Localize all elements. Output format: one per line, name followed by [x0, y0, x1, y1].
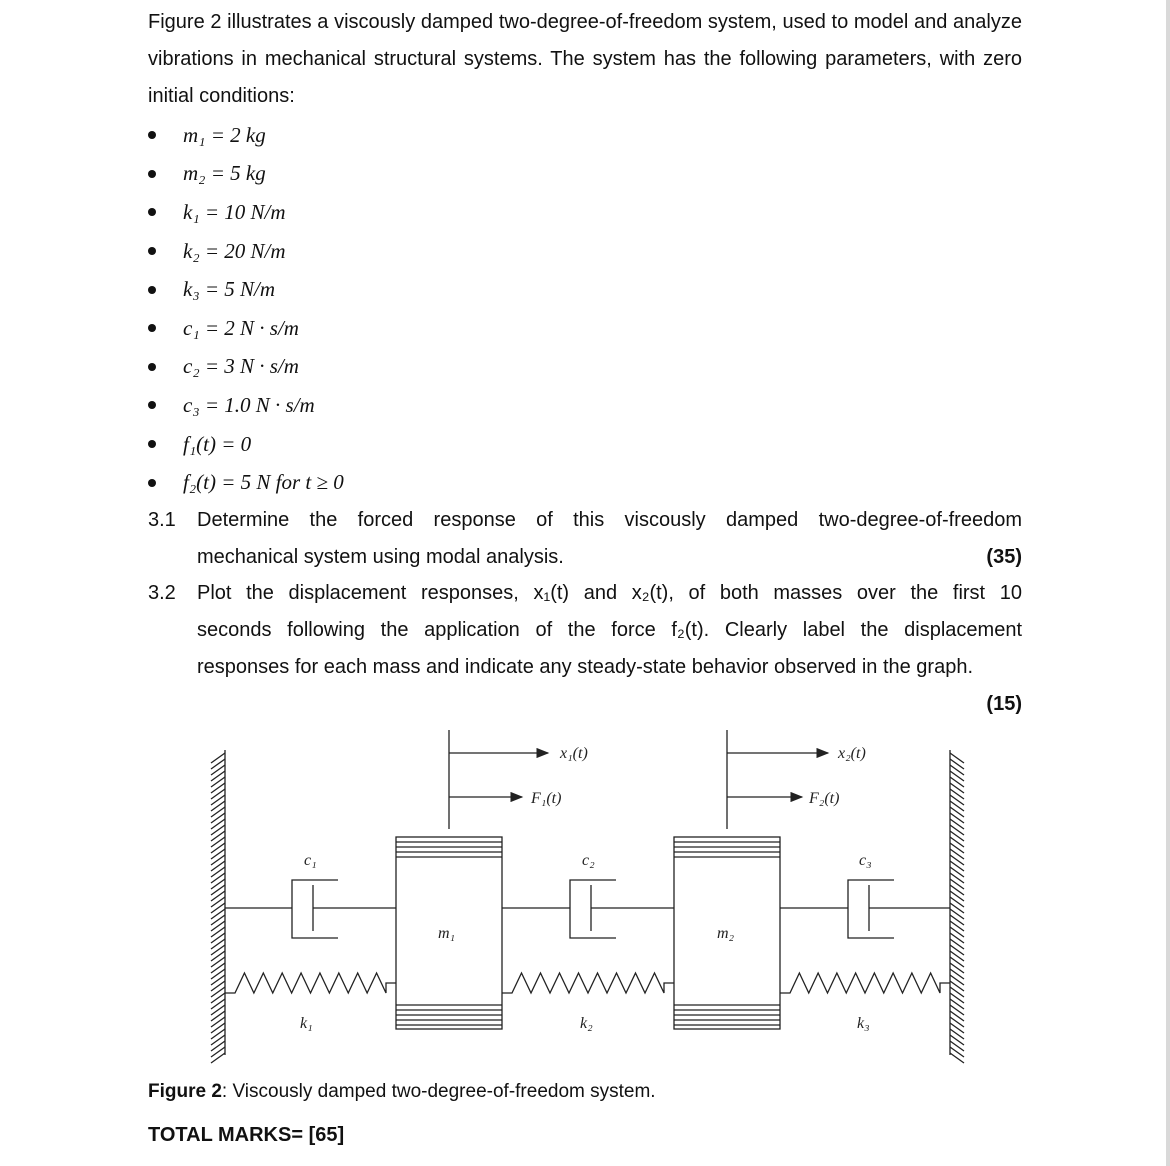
question-3-1 [148, 502, 1022, 576]
bullet-icon [148, 363, 156, 371]
bullet-icon [148, 324, 156, 332]
label-m2: m₂ [717, 925, 735, 942]
question-marks: (15) [986, 693, 1022, 715]
question-number: 3.2 [148, 582, 176, 604]
spring-k3 [780, 973, 950, 993]
parameter-item [148, 348, 344, 387]
question-3-2 [148, 575, 1022, 715]
label-k3: k₃ [857, 1015, 870, 1032]
parameter-list [148, 116, 344, 502]
parameter-m2: m₂ = 5 kg [183, 161, 266, 186]
parameter-f2: f₂(t) = 5 N for t ≥ 0 [183, 470, 344, 495]
label-k2: k₂ [580, 1015, 593, 1032]
parameter-item [148, 386, 344, 425]
bullet-icon [148, 401, 156, 409]
question-marks: (35) [986, 546, 1022, 568]
caption-text: : Viscously damped two-degree-of-freedom system. [221, 1081, 656, 1102]
parameter-item [148, 193, 344, 232]
intro-paragraph: Figure 2 illustrates a viscously damped two-degree-of-freedom system, used to model and analyze vibrations in mechanical structural systems. The system has the following parameters, with zero initial conditions: [148, 11, 1022, 107]
parameter-item [148, 425, 344, 464]
bullet-icon [148, 247, 156, 255]
label-x1: x₁(t) [560, 745, 588, 762]
parameter-m1: m₁ = 2 kg [183, 122, 266, 147]
bullet-icon [148, 479, 156, 487]
parameter-item [148, 270, 344, 309]
parameter-c3: c₃ = 1.0 N · s/m [183, 392, 315, 417]
bullet-icon [148, 286, 156, 294]
question-text-line: mechanical system using modal analysis. [197, 546, 564, 568]
spring-k1 [225, 973, 396, 993]
bullet-icon [148, 208, 156, 216]
parameter-k2: k₂ = 20 N/m [183, 238, 286, 263]
parameter-k1: k₁ = 10 N/m [183, 199, 286, 224]
spring-k2 [502, 973, 674, 993]
question-text-line: Plot the displacement responses, x₁(t) and x₂(t), of both masses over the first 10 [197, 582, 1022, 604]
page-edge [1166, 0, 1170, 1166]
parameter-item [148, 155, 344, 194]
right-wall-hatch [950, 753, 964, 1063]
label-c3: c₃ [859, 852, 872, 869]
damper-c2 [502, 880, 674, 938]
parameter-item [148, 232, 344, 271]
damper-c1 [225, 880, 396, 938]
total-marks: TOTAL MARKS= [65] [148, 1124, 345, 1146]
bullet-icon [148, 440, 156, 448]
parameter-c2: c₂ = 3 N · s/m [183, 354, 299, 379]
label-x2: x₂(t) [838, 745, 866, 762]
parameter-f1: f₁(t) = 0 [183, 431, 252, 456]
parameter-item [148, 309, 344, 348]
two-dof-system-diagram [190, 725, 980, 1065]
label-F2: F₂(t) [809, 790, 840, 807]
bullet-icon [148, 131, 156, 139]
question-number: 3.1 [148, 509, 176, 531]
label-c1: c₁ [304, 852, 317, 869]
parameter-k3: k₃ = 5 N/m [183, 277, 276, 302]
question-text-line: responses for each mass and indicate any steady-state behavior observed in the graph. [197, 656, 974, 678]
parameter-item [148, 116, 344, 155]
bullet-icon [148, 170, 156, 178]
figure-caption [148, 1078, 656, 1106]
label-F1: F₁(t) [531, 790, 562, 807]
question-text-line: seconds following the application of the force f₂(t). Clearly label the displacement [197, 619, 1022, 641]
damper-c3 [780, 880, 950, 938]
label-k1: k₁ [300, 1015, 313, 1032]
left-wall-hatch [211, 753, 225, 1063]
parameter-item [148, 463, 344, 502]
question-text-line: Determine the forced response of this viscously damped two-degree-of-freedom [197, 509, 1022, 531]
parameter-c1: c₁ = 2 N · s/m [183, 315, 299, 340]
label-c2: c₂ [582, 852, 595, 869]
caption-label: Figure 2 [148, 1081, 222, 1102]
label-m1: m₁ [438, 925, 456, 942]
